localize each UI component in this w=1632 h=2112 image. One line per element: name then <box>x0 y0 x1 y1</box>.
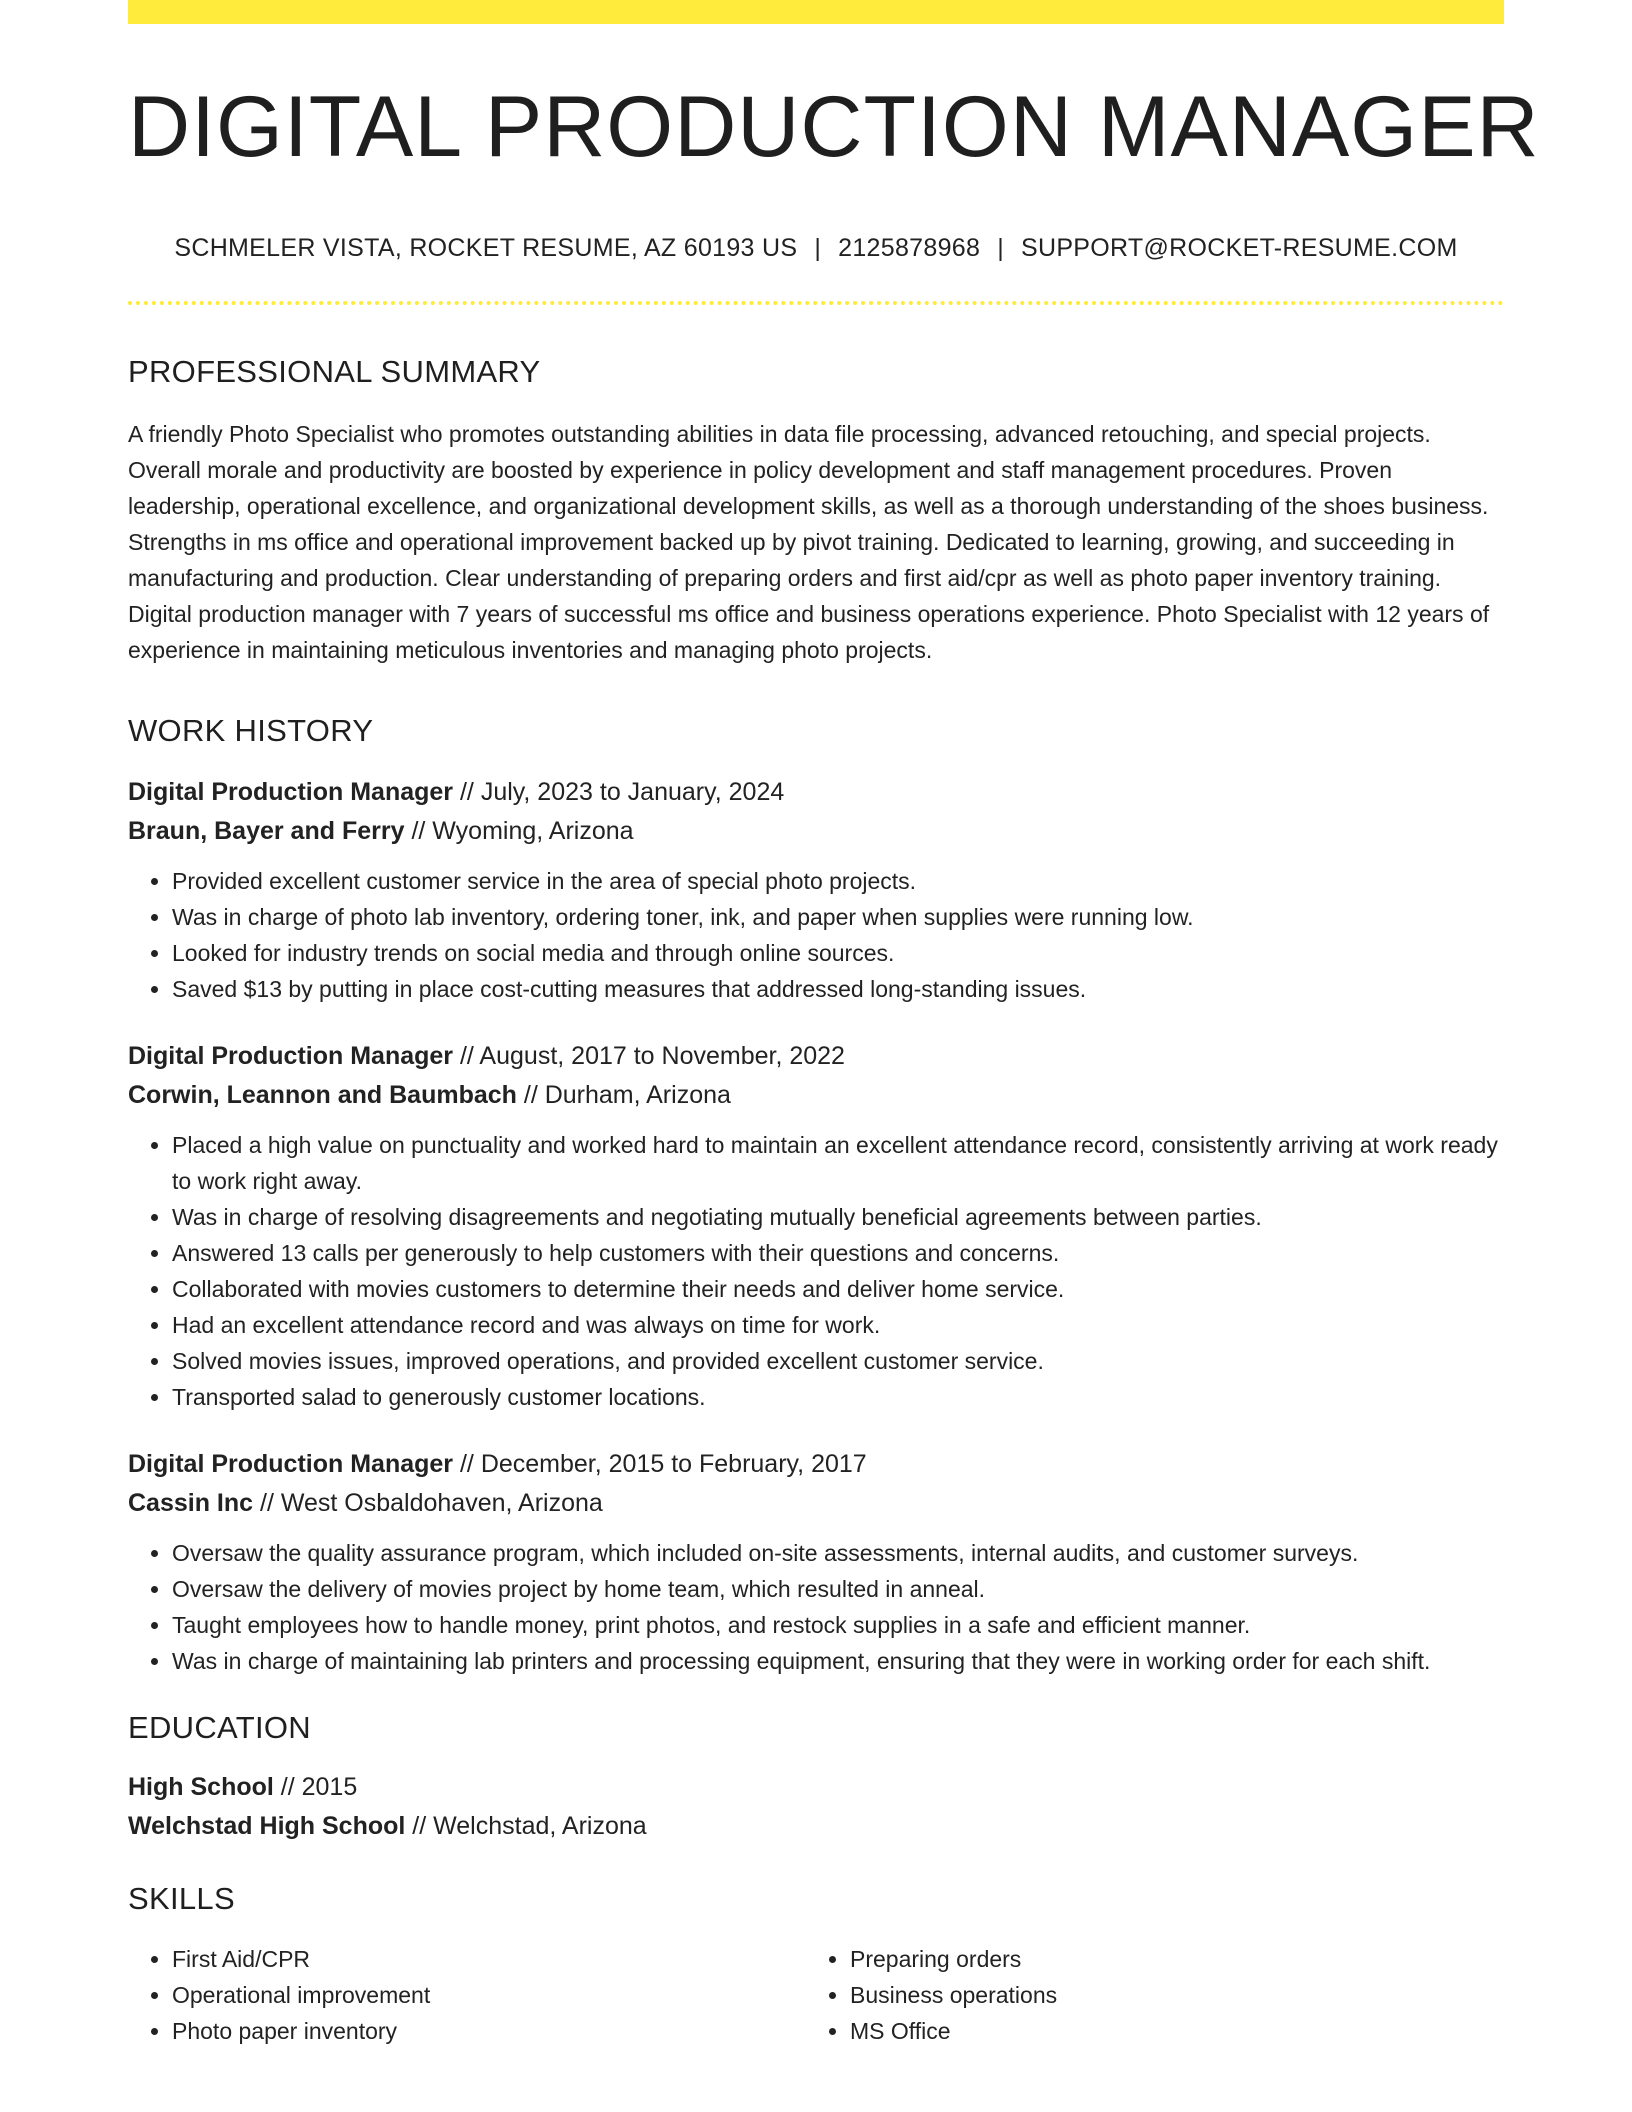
job-title: Digital Production Manager <box>128 777 454 806</box>
resume-page <box>128 0 1540 2049</box>
job-company-line <box>128 1076 1504 1115</box>
work-history-heading: WORK HISTORY <box>128 712 374 748</box>
job-bullet: • Collaborated with movies customers to determine their needs and deliver home service. <box>172 1271 1504 1307</box>
job-location: // Durham, Arizona <box>516 1080 731 1109</box>
education-degree: High School <box>128 1773 274 1802</box>
education-heading: EDUCATION <box>128 1709 311 1745</box>
job-bullet: • Solved movies issues, improved operations, and provided excellent customer service. <box>172 1343 1504 1379</box>
skills-column-right <box>806 1941 1484 2049</box>
skill-item: • Operational improvement <box>172 1977 806 2013</box>
job-title-line <box>128 1445 1504 1484</box>
job-bullet-list <box>128 863 1504 1007</box>
contact-email[interactable]: SUPPORT@ROCKET-RESUME.COM <box>1020 233 1458 262</box>
skill-item: • First Aid/CPR <box>172 1941 806 1977</box>
skill-item: • Photo paper inventory <box>172 2013 806 2049</box>
summary-heading: PROFESSIONAL SUMMARY <box>128 353 541 389</box>
job-bullet: • Saved $13 by putting in place cost-cutting measures that addressed long-standing issues. <box>172 971 1504 1007</box>
job-company-line <box>128 812 1504 851</box>
contact-address: SCHMELER VISTA, ROCKET RESUME, AZ 60193 US <box>174 233 798 262</box>
job-bullet: • Was in charge of maintaining lab printers and processing equipment, ensuring that they were in working order for each shift. <box>172 1643 1504 1679</box>
job-company: Cassin Inc <box>128 1488 254 1517</box>
job-bullet: • Was in charge of photo lab inventory, ordering toner, ink, and paper when supplies were running low. <box>172 899 1504 935</box>
education-school-line <box>128 1807 1504 1846</box>
job-bullet-list <box>128 1535 1504 1679</box>
skills-list <box>128 1941 806 2049</box>
job-location: // West Osbaldohaven, Arizona <box>253 1488 603 1517</box>
skill-item: • Preparing orders <box>850 1941 1484 1977</box>
contact-separator: | <box>997 233 1004 262</box>
education-school: Welchstad High School <box>128 1812 406 1841</box>
contact-phone[interactable]: 2125878968 <box>838 233 981 262</box>
job-bullet: • Answered 13 calls per generously to help customers with their questions and concerns. <box>172 1235 1504 1271</box>
job-bullet: • Looked for industry trends on social media and through online sources. <box>172 935 1504 971</box>
skills-heading: SKILLS <box>128 1881 235 1917</box>
resume-title: DIGITAL PRODUCTION MANAGER <box>128 79 1540 175</box>
job-entry <box>128 1445 1504 1679</box>
education-year: // 2015 <box>273 1773 358 1802</box>
contact-separator: | <box>814 233 822 262</box>
job-bullet: • Transported salad to generously customer locations. <box>172 1379 1504 1415</box>
job-company-line <box>128 1484 1504 1523</box>
job-dates: // December, 2015 to February, 2017 <box>453 1449 867 1478</box>
job-bullet: • Oversaw the delivery of movies project by home team, which resulted in anneal. <box>172 1571 1504 1607</box>
job-bullet: • Oversaw the quality assurance program, which included on-site assessments, internal audits, and customer surveys. <box>172 1535 1504 1571</box>
job-location: // Wyoming, Arizona <box>404 816 634 845</box>
job-company: Braun, Bayer and Ferry <box>128 816 405 845</box>
job-bullet: • Taught employees how to handle money, print photos, and restock supplies in a safe and efficient manner. <box>172 1607 1504 1643</box>
job-title-line <box>128 773 1504 812</box>
skill-item: • MS Office <box>850 2013 1484 2049</box>
job-dates: // August, 2017 to November, 2022 <box>453 1041 845 1070</box>
job-bullet: • Provided excellent customer service in the area of special photo projects. <box>172 863 1504 899</box>
skills-grid <box>128 1941 1504 2049</box>
education-location: // Welchstad, Arizona <box>405 1812 647 1841</box>
contact-line <box>128 233 1504 263</box>
job-dates: // July, 2023 to January, 2024 <box>453 777 785 806</box>
job-bullet: • Was in charge of resolving disagreements and negotiating mutually beneficial agreements between parties. <box>172 1199 1504 1235</box>
summary-text: A friendly Photo Specialist who promotes outstanding abilities in data file processing, advanced retouching, and special projects. Overall morale and productivity are boosted by experience in policy development and staff management procedures. Proven leadership, operational excellence, and organizational development skills, as well as a thorough understanding of the shoes business. Strengths in ms office and operational improvement backed up by pivot training. Dedicated to learning, growing, and succeeding in manufacturing and production. Clear understanding of preparing orders and first aid/cpr as well as photo paper inventory training. Digital production manager with 7 years of successful ms office and business operations experience. Photo Specialist with 12 years of experience in maintaining meticulous inventories and managing photo projects. <box>128 420 1490 663</box>
job-bullet: • Had an excellent attendance record and was always on time for work. <box>172 1307 1504 1343</box>
job-company: Corwin, Leannon and Baumbach <box>128 1080 517 1109</box>
top-accent-bar <box>128 0 1504 24</box>
skills-list <box>806 1941 1484 2049</box>
dotted-divider <box>128 301 1504 305</box>
job-bullet-list <box>128 1127 1504 1415</box>
skills-column-left <box>128 1941 806 2049</box>
job-entry <box>128 1037 1504 1415</box>
education-entry <box>128 1768 1504 1846</box>
job-bullet: • Placed a high value on punctuality and worked hard to maintain an excellent attendance record, consistently arriving at work ready to work right away. <box>172 1127 1504 1199</box>
education-degree-line <box>128 1768 1504 1807</box>
job-entry <box>128 773 1504 1007</box>
job-title: Digital Production Manager <box>128 1449 454 1478</box>
job-title-line <box>128 1037 1504 1076</box>
skill-item: • Business operations <box>850 1977 1484 2013</box>
job-title: Digital Production Manager <box>128 1041 454 1070</box>
